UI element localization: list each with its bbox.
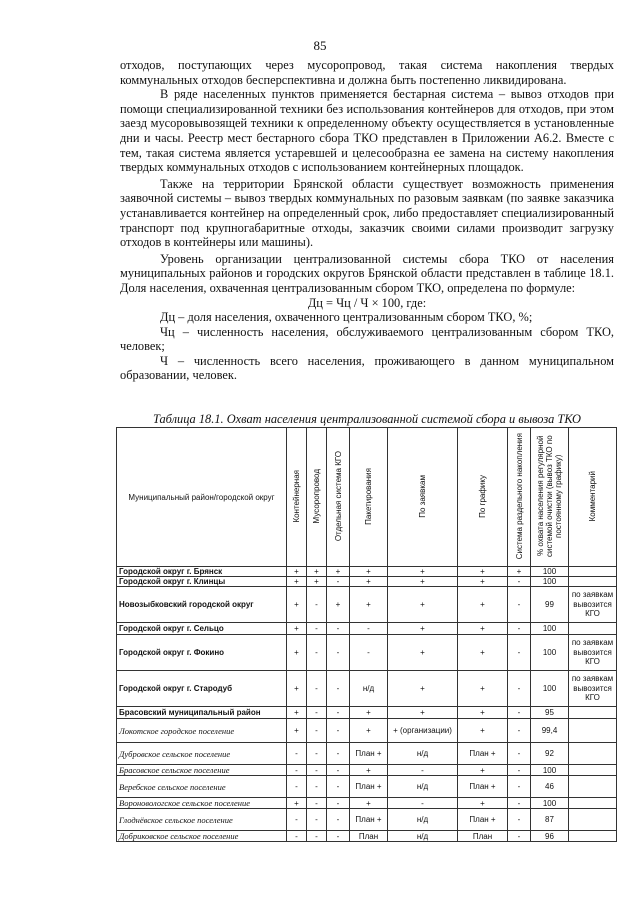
row-comment [569,743,617,765]
row-cell: - [508,623,531,635]
row-cell: + [458,671,508,707]
row-cell: - [388,798,458,809]
row-name: Локотское городское поселение [117,719,287,743]
row-cell: - [508,587,531,623]
row-cell: н/д [388,743,458,765]
row-comment [569,719,617,743]
row-cell: План + [350,809,388,831]
row-cell: + [388,707,458,719]
paragraph: Уровень организации централизованной системы сбора ТКО от населения муниципальных районов и городских округов Брянской области представлен в таблице 18.1. Доля населения, охваченная централизованным сбором ТКО, определена по формуле: [120,251,614,295]
table-row [117,635,617,671]
row-coverage: 100 [531,635,569,671]
header-cell: По графику [458,428,508,567]
row-cell: План [458,831,508,842]
row-comment: по заявкам вывозится КГО [569,587,617,623]
row-coverage: 100 [531,798,569,809]
row-cell: н/д [388,809,458,831]
header-cell: Пакетирования [350,428,388,567]
row-cell: + [458,577,508,587]
row-cell: - [307,831,327,842]
row-cell: + [458,587,508,623]
row-cell: - [327,765,350,776]
row-cell: н/д [388,831,458,842]
row-cell: + [388,567,458,577]
row-comment: по заявкам вывозится КГО [569,635,617,671]
row-coverage: 92 [531,743,569,765]
row-cell: - [327,776,350,798]
row-cell: - [508,707,531,719]
row-cell: - [307,765,327,776]
row-cell: План [350,831,388,842]
row-comment [569,776,617,798]
row-coverage: 95 [531,707,569,719]
row-coverage: 87 [531,809,569,831]
definition: Ч – численность всего населения, проживающего в данном муниципальном образовании, человек. [120,353,614,383]
row-cell: - [307,776,327,798]
row-cell: + [350,719,388,743]
coverage-table [116,427,617,842]
table-row [117,743,617,765]
row-cell: - [327,577,350,587]
row-coverage: 100 [531,765,569,776]
row-cell: + [388,587,458,623]
row-cell: План + [350,776,388,798]
table-row [117,587,617,623]
row-cell: - [307,623,327,635]
row-cell: - [327,743,350,765]
row-cell: - [327,635,350,671]
row-cell: + [287,707,307,719]
header-cell: По заявкам [388,428,458,567]
row-coverage: 100 [531,577,569,587]
row-cell: - [327,671,350,707]
row-cell: - [327,831,350,842]
row-coverage: 99 [531,587,569,623]
paragraph: В ряде населенных пунктов применяется бестарная система – вывоз отходов при помощи специализированной техники без использования контейнеров для отходов, при этом заезд мусоровывозящей техники к определенному объекту осуществляется в установленные дни и часы. Реестр мест бестарного сбора ТКО представлен в Приложении А6.2. Вместе с тем, такая система является устаревшей и целесообразна ее замена на систему накопления твердых коммунальных отходов с использованием контейнерных площадок. [120,87,614,175]
row-cell: + [458,765,508,776]
row-cell: + [458,635,508,671]
table-row [117,671,617,707]
row-name: Городской округ г. Стародуб [117,671,287,707]
row-comment: по заявкам вывозится КГО [569,671,617,707]
row-cell: + [350,567,388,577]
row-cell: - [327,809,350,831]
header-cell: Отдельная система КГО [327,428,350,567]
table-row [117,765,617,776]
row-cell: + [350,577,388,587]
row-cell: - [508,671,531,707]
row-name: Городской округ г. Брянск [117,567,287,577]
row-cell: + [350,707,388,719]
row-cell: - [350,623,388,635]
row-cell: + [458,707,508,719]
row-cell: - [508,776,531,798]
row-cell: План + [350,743,388,765]
row-coverage: 99,4 [531,719,569,743]
row-cell: + [287,798,307,809]
row-cell: План + [458,809,508,831]
row-cell: н/д [350,671,388,707]
table-row [117,567,617,577]
table-row [117,577,617,587]
row-name: Брасовское сельское поселение [117,765,287,776]
table-caption: Таблица 18.1. Охват населения централизованной системой сбора и вывоза ТКО [153,412,581,426]
header-cell: Мусоропровод [307,428,327,567]
row-cell: - [388,765,458,776]
row-coverage: 46 [531,776,569,798]
row-name: Веребское сельское поселение [117,776,287,798]
row-cell: + [287,623,307,635]
row-cell: + [458,623,508,635]
row-name: Брасовский муниципальный район [117,707,287,719]
row-cell: - [287,831,307,842]
row-cell: + (организации) [388,719,458,743]
row-cell: + [388,623,458,635]
row-cell: + [388,635,458,671]
row-cell: - [287,743,307,765]
row-name: Городской округ г. Фокино [117,635,287,671]
row-cell: + [327,587,350,623]
row-cell: + [350,587,388,623]
row-cell: - [287,765,307,776]
row-cell: План + [458,743,508,765]
row-cell: - [327,719,350,743]
row-name: Городской округ г. Клинцы [117,577,287,587]
row-cell: - [508,809,531,831]
row-cell: - [327,623,350,635]
header-municipality: Муниципальный район/городской округ [117,428,287,567]
table-row [117,719,617,743]
row-cell: - [307,587,327,623]
row-cell: - [307,671,327,707]
row-cell: - [508,743,531,765]
page-number: 85 [313,38,327,53]
row-comment [569,707,617,719]
row-coverage: 100 [531,623,569,635]
table-row [117,831,617,842]
row-cell: - [508,765,531,776]
row-coverage: 100 [531,567,569,577]
row-cell: - [508,635,531,671]
row-cell: + [458,798,508,809]
row-cell: - [508,719,531,743]
row-comment [569,798,617,809]
table-row [117,623,617,635]
row-cell: - [307,635,327,671]
row-name: Глоднёвское сельское поселение [117,809,287,831]
formula: Дц = Чц / Ч × 100, где: [307,295,427,310]
header-coverage: % охвата населения регулярной системой очистки (вывоз ТКО по постоянному графику) [531,428,569,567]
table-row [117,809,617,831]
row-comment [569,809,617,831]
row-cell: - [307,743,327,765]
row-cell: + [458,567,508,577]
table-header-row [117,428,617,567]
definition: Чц – численность населения, обслуживаемого централизованным сбором ТКО, человек; [120,324,614,354]
paragraph: Также на территории Брянской области существует возможность применения заявочной системы – вывоз твердых коммунальных по разовым заявкам (по заявке заказчика устанавливается контейнер на определенный срок, либо предоставляет специализированный транспорт под крупногабаритные отходы, заказчик своими силами производит загрузку отходов в контейнеры или машины). [120,176,614,250]
row-cell: + [307,567,327,577]
row-cell: н/д [388,776,458,798]
row-cell: + [350,798,388,809]
header-cell: Контейнерная [287,428,307,567]
row-cell: - [287,809,307,831]
row-cell: + [388,577,458,587]
row-cell: - [307,719,327,743]
row-cell: - [307,809,327,831]
row-cell: + [287,577,307,587]
row-comment [569,623,617,635]
row-cell: + [508,567,531,577]
row-cell: - [508,577,531,587]
row-cell: - [350,635,388,671]
row-cell: + [388,671,458,707]
row-name: Добриковское сельское поселение [117,831,287,842]
row-cell: - [327,707,350,719]
row-comment [569,567,617,577]
row-name: Новозыбковский городской округ [117,587,287,623]
table-row [117,776,617,798]
row-comment [569,765,617,776]
row-cell: + [307,577,327,587]
row-cell: + [287,635,307,671]
row-name: Дубровское сельское поселение [117,743,287,765]
row-cell: + [327,567,350,577]
row-cell: - [327,798,350,809]
row-name: Вороновологское сельское поселение [117,798,287,809]
table-row [117,798,617,809]
row-cell: - [287,776,307,798]
row-coverage: 96 [531,831,569,842]
row-cell: + [287,671,307,707]
header-cell: Система раздельного накопления [508,428,531,567]
row-cell: + [458,719,508,743]
row-name: Городской округ г. Сельцо [117,623,287,635]
row-comment [569,831,617,842]
row-cell: План + [458,776,508,798]
row-cell: - [307,798,327,809]
row-cell: - [508,831,531,842]
row-coverage: 100 [531,671,569,707]
row-cell: - [307,707,327,719]
row-cell: + [350,765,388,776]
row-comment [569,577,617,587]
row-cell: + [287,567,307,577]
header-comment: Комментарий [569,428,617,567]
row-cell: + [287,719,307,743]
row-cell: - [508,798,531,809]
definition: Дц – доля населения, охваченного централизованным сбором ТКО, %; [160,310,533,325]
paragraph: отходов, поступающих через мусоропровод, такая система накопления твердых коммунальных отходов бесперспективна и должна быть постепенно ликвидирована. [120,58,614,87]
row-cell: + [287,587,307,623]
body-text [120,58,614,383]
table-row [117,707,617,719]
